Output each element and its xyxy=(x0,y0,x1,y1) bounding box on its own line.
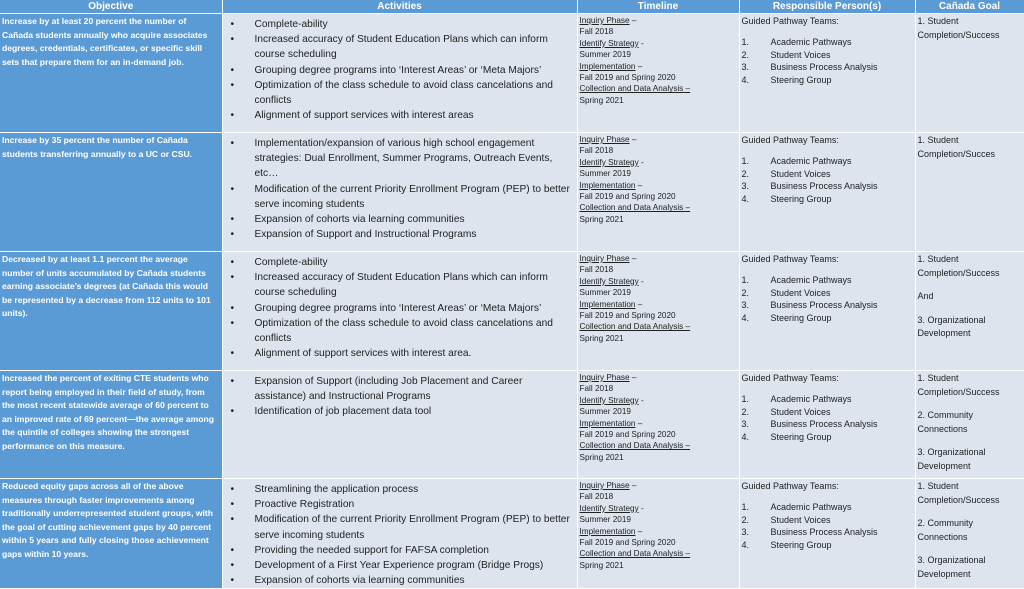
activity-item: • Increased accuracy of Student Education Plans which can inform course scheduling xyxy=(225,32,575,62)
timeline-date: Summer 2019 xyxy=(579,407,631,417)
team-item xyxy=(742,526,913,539)
activities-cell xyxy=(222,371,577,479)
responsible-cell xyxy=(739,133,915,252)
activity-item: • Expansion of cohorts via learning communities xyxy=(225,573,575,588)
header-row xyxy=(0,0,1024,14)
goal-cell xyxy=(915,479,1024,589)
team-item xyxy=(742,180,913,193)
timeline-separator: – xyxy=(685,322,691,332)
timeline-date: Fall 2018 xyxy=(579,265,614,275)
goal-cell xyxy=(915,14,1024,133)
timeline-identify-link[interactable]: Identify Strategy xyxy=(579,395,639,405)
team-number: 2. xyxy=(741,49,750,60)
team-name: Business Process Analysis xyxy=(770,181,878,192)
activity-item: • Modification of the current Priority Enrollment Program (PEP) to better serve incoming students xyxy=(225,182,575,212)
goal-item: 1. Student Completion/Succes xyxy=(917,135,996,159)
goal-item: 2. Community Connections xyxy=(917,518,974,542)
timeline-separator: - xyxy=(638,395,644,405)
timeline-date: Fall 2018 xyxy=(579,384,614,394)
team-number: 3. xyxy=(741,62,750,73)
activity-item: • Providing the needed support for FAFSA completion xyxy=(225,543,575,558)
table-row xyxy=(0,371,1024,479)
activities-list xyxy=(225,136,575,242)
team-name: Steering Group xyxy=(770,432,832,443)
header-responsible: Responsible Person(s) xyxy=(739,0,915,14)
objective-cell: Reduced equity gaps across all of the above measures through faster improvements among traditionally underrepresented student groups, with the goal of cutting achievement gaps by 40 percent within 5 years and fully closing those achievement gaps within 10 years. xyxy=(0,479,222,589)
team-item xyxy=(742,431,913,444)
team-name: Business Process Analysis xyxy=(770,527,878,538)
activity-item: • Optimization of the class schedule to avoid class cancelations and conflicts xyxy=(225,78,575,108)
table-row xyxy=(0,133,1024,252)
timeline-separator: – xyxy=(629,135,637,144)
timeline-date: Fall 2019 and Spring 2020 xyxy=(579,192,676,202)
activities-cell xyxy=(222,252,577,371)
timeline-identify-link[interactable]: Identify Strategy xyxy=(579,503,639,513)
objective-cell: Increased the percent of exiting CTE students who report being employed in their field of study, from the most recent statewide average of 60 percent to an improved rate of 69 percent—the average among the quintile of colleges showing the strongest performance on this measure. xyxy=(0,371,222,479)
timeline-separator: - xyxy=(638,38,644,48)
timeline-separator: – xyxy=(635,418,643,428)
timeline-implementation-link[interactable]: Implementation xyxy=(579,299,636,309)
timeline-date: Fall 2019 and Spring 2020 xyxy=(579,538,676,548)
timeline-implementation-link[interactable]: Implementation xyxy=(579,526,636,536)
team-name: Student Voices xyxy=(770,514,831,525)
timeline-date: Fall 2019 and Spring 2020 xyxy=(579,73,676,83)
team-number: 4. xyxy=(741,194,750,205)
timeline-identify-link[interactable]: Identify Strategy xyxy=(579,38,639,48)
goal-item: 1. Student Completion/Success xyxy=(917,481,1000,505)
team-number: 4. xyxy=(741,432,750,443)
timeline-date: Spring 2021 xyxy=(579,333,624,343)
timeline-date: Fall 2018 xyxy=(579,146,614,156)
team-item xyxy=(742,155,913,168)
team-item xyxy=(742,49,913,62)
goal-cell xyxy=(915,252,1024,371)
goal-item: 1. Student Completion/Success xyxy=(917,16,1000,40)
team-name: Student Voices xyxy=(770,287,831,298)
timeline-inquiry-link[interactable]: Inquiry Phase xyxy=(579,254,630,263)
team-name: Academic Pathways xyxy=(770,36,852,47)
team-number: 2. xyxy=(741,168,750,179)
team-number: 1. xyxy=(741,501,750,512)
teams-list xyxy=(742,501,913,552)
activity-item: • Implementation/expansion of various high school engagement strategies: Dual Enrollment, Summer Programs, Outreach Events, etc… xyxy=(225,136,575,182)
timeline-separator: – xyxy=(635,299,643,309)
team-name: Steering Group xyxy=(770,313,832,324)
teams-list xyxy=(742,393,913,444)
activity-item: • Increased accuracy of Student Education Plans which can inform course scheduling xyxy=(225,270,575,300)
team-name: Academic Pathways xyxy=(770,393,852,404)
activity-item: • Modification of the current Priority Enrollment Program (PEP) to better serve incoming students xyxy=(225,512,575,542)
team-number: 2. xyxy=(741,287,750,298)
team-number: 3. xyxy=(741,300,750,311)
team-number: 2. xyxy=(741,406,750,417)
timeline-inquiry-link[interactable]: Inquiry Phase xyxy=(579,135,630,144)
timeline-date: Summer 2019 xyxy=(579,50,631,60)
timeline-separator: – xyxy=(629,254,637,263)
team-item xyxy=(742,501,913,514)
goal-item: 1. Student Completion/Success xyxy=(917,373,1000,397)
timeline-separator: - xyxy=(638,276,644,286)
header-timeline: Timeline xyxy=(577,0,739,14)
team-item xyxy=(742,61,913,74)
header-objective: Objective xyxy=(0,0,222,14)
objective-cell: Increase by at least 20 percent the number of Cañada students annually who acquire associates degrees, credentials, certificates, or specific skill sets that prepare them for an in-demand job. xyxy=(0,14,222,133)
team-item xyxy=(742,74,913,87)
team-item xyxy=(742,393,913,406)
activity-item: • Alignment of support services with interest areas xyxy=(225,108,575,123)
activity-item: • Grouping degree programs into ‘Interest Areas’ or ‘Meta Majors’ xyxy=(225,63,575,78)
objective-cell: Decreased by at least 1.1 percent the average number of units accumulated by Cañada students earning associate’s degrees (at Cañada this would be represented by a decrease from 112 units to 101 units). xyxy=(0,252,222,371)
timeline-inquiry-link[interactable]: Inquiry Phase xyxy=(579,481,630,490)
team-item xyxy=(742,193,913,206)
activities-list xyxy=(225,255,575,361)
timeline-separator: – xyxy=(685,84,691,94)
timeline-date: Spring 2021 xyxy=(579,452,624,462)
responsible-title: Guided Pathway Teams: xyxy=(741,373,839,383)
activity-item: • Complete-ability xyxy=(225,17,575,32)
activity-item: • Grouping degree programs into ‘Interest Areas’ or ‘Meta Majors’ xyxy=(225,301,575,316)
team-name: Academic Pathways xyxy=(770,155,852,166)
team-number: 3. xyxy=(741,527,750,538)
timeline-date: Spring 2021 xyxy=(579,560,624,570)
team-number: 4. xyxy=(741,313,750,324)
timeline-cell xyxy=(577,479,739,589)
timeline-separator: – xyxy=(629,16,637,25)
timeline-implementation-link[interactable]: Implementation xyxy=(579,180,636,190)
timeline-inquiry-link[interactable]: Inquiry Phase xyxy=(579,373,630,382)
timeline-collection-link[interactable]: Collection and Data Analysis xyxy=(579,441,686,451)
responsible-cell xyxy=(739,14,915,133)
timeline-cell xyxy=(577,371,739,479)
team-item xyxy=(742,299,913,312)
timeline-date: Fall 2019 and Spring 2020 xyxy=(579,311,676,321)
activity-item: • Optimization of the class schedule to avoid class cancelations and conflicts xyxy=(225,316,575,346)
timeline-separator: – xyxy=(635,61,643,71)
goal-item: 3. Organizational Development xyxy=(917,314,986,339)
timeline-collection-link[interactable]: Collection and Data Analysis xyxy=(579,549,686,559)
team-item xyxy=(742,36,913,49)
timeline-identify-link[interactable]: Identify Strategy xyxy=(579,157,639,167)
team-name: Academic Pathways xyxy=(770,501,852,512)
team-number: 1. xyxy=(741,274,750,285)
timeline-separator: - xyxy=(638,157,644,167)
team-name: Student Voices xyxy=(770,49,831,60)
team-number: 4. xyxy=(741,540,750,551)
team-name: Business Process Analysis xyxy=(770,300,878,311)
team-number: 4. xyxy=(741,75,750,86)
responsible-cell xyxy=(739,479,915,589)
activities-cell xyxy=(222,479,577,589)
table-row xyxy=(0,14,1024,133)
timeline-date: Summer 2019 xyxy=(579,288,631,298)
timeline-separator: – xyxy=(629,481,637,490)
timeline-separator: – xyxy=(635,180,643,190)
team-number: 3. xyxy=(741,419,750,430)
goal-item: And xyxy=(917,291,934,302)
team-name: Steering Group xyxy=(770,75,832,86)
activity-item: • Expansion of cohorts via learning communities xyxy=(225,212,575,227)
objective-cell: Increase by 35 percent the number of Cañada students transferring annually to a UC or CSU. xyxy=(0,133,222,252)
timeline-collection-link[interactable]: Collection and Data Analysis xyxy=(579,84,686,94)
timeline-identify-link[interactable]: Identify Strategy xyxy=(579,276,639,286)
timeline-date: Fall 2018 xyxy=(579,27,614,37)
goal-cell xyxy=(915,133,1024,252)
teams-list xyxy=(742,155,913,206)
activities-list xyxy=(225,17,575,123)
timeline-collection-link[interactable]: Collection and Data Analysis xyxy=(579,203,686,213)
activity-item: • Expansion of Support (including Job Placement and Career assistance) and Instructional Programs xyxy=(225,374,575,404)
timeline-date: Fall 2018 xyxy=(579,492,614,502)
timeline-separator: – xyxy=(685,441,691,451)
timeline-separator: – xyxy=(685,203,691,213)
activities-cell xyxy=(222,133,577,252)
team-name: Steering Group xyxy=(770,194,832,205)
team-number: 1. xyxy=(741,36,750,47)
responsible-title: Guided Pathway Teams: xyxy=(741,481,839,491)
team-name: Business Process Analysis xyxy=(770,62,878,73)
timeline-separator: – xyxy=(635,526,643,536)
timeline-inquiry-link[interactable]: Inquiry Phase xyxy=(579,16,630,25)
responsible-cell xyxy=(739,371,915,479)
timeline-cell xyxy=(577,133,739,252)
team-item xyxy=(742,406,913,419)
activity-item: • Identification of job placement data tool xyxy=(225,404,575,419)
goal-item: 1. Student Completion/Success xyxy=(917,254,1000,278)
responsible-cell xyxy=(739,252,915,371)
responsible-title: Guided Pathway Teams: xyxy=(741,135,839,145)
activity-item: • Complete-ability xyxy=(225,255,575,270)
header-goal: Cañada Goal xyxy=(915,0,1024,14)
table-row xyxy=(0,479,1024,589)
timeline-date: Spring 2021 xyxy=(579,95,624,105)
activities-cell xyxy=(222,14,577,133)
team-name: Steering Group xyxy=(770,540,832,551)
team-item xyxy=(742,287,913,300)
header-activities: Activities xyxy=(222,0,577,14)
goal-item: 3. Organizational Development xyxy=(917,555,986,579)
responsible-title: Guided Pathway Teams: xyxy=(741,254,839,264)
timeline-implementation-link[interactable]: Implementation xyxy=(579,61,636,71)
teams-list xyxy=(742,274,913,325)
goal-item: 2. Community Connections xyxy=(917,410,974,434)
team-item xyxy=(742,274,913,287)
timeline-date: Spring 2021 xyxy=(579,214,624,224)
activity-item: • Alignment of support services with interest area. xyxy=(225,346,575,361)
activity-item: • Development of a First Year Experience program (Bridge Progs) xyxy=(225,558,575,573)
team-item xyxy=(742,312,913,325)
team-name: Student Voices xyxy=(770,168,831,179)
team-number: 3. xyxy=(741,181,750,192)
activity-item: • Streamlining the application process xyxy=(225,482,575,497)
teams-list xyxy=(742,36,913,87)
table-row xyxy=(0,252,1024,371)
team-number: 2. xyxy=(741,514,750,525)
timeline-separator: – xyxy=(629,373,637,382)
activity-item: • Proactive Registration xyxy=(225,497,575,512)
activity-item: • Expansion of Support and Instructional Programs xyxy=(225,227,575,242)
timeline-date: Summer 2019 xyxy=(579,169,631,179)
timeline-date: Fall 2019 and Spring 2020 xyxy=(579,430,676,440)
team-item xyxy=(742,539,913,552)
timeline-collection-link[interactable]: Collection and Data Analysis xyxy=(579,322,686,332)
goal-cell xyxy=(915,371,1024,479)
goal-item: 3. Organizational Development xyxy=(917,447,986,471)
team-name: Business Process Analysis xyxy=(770,419,878,430)
team-item xyxy=(742,418,913,431)
timeline-cell xyxy=(577,252,739,371)
responsible-title: Guided Pathway Teams: xyxy=(741,16,839,26)
activities-list xyxy=(225,482,575,588)
team-name: Academic Pathways xyxy=(770,274,852,285)
team-number: 1. xyxy=(741,155,750,166)
team-name: Student Voices xyxy=(770,406,831,417)
team-item xyxy=(742,514,913,527)
timeline-separator: - xyxy=(638,503,644,513)
timeline-date: Summer 2019 xyxy=(579,515,631,525)
team-number: 1. xyxy=(741,393,750,404)
timeline-implementation-link[interactable]: Implementation xyxy=(579,418,636,428)
timeline-separator: – xyxy=(685,549,691,559)
team-item xyxy=(742,168,913,181)
activities-list xyxy=(225,374,575,420)
timeline-cell xyxy=(577,14,739,133)
